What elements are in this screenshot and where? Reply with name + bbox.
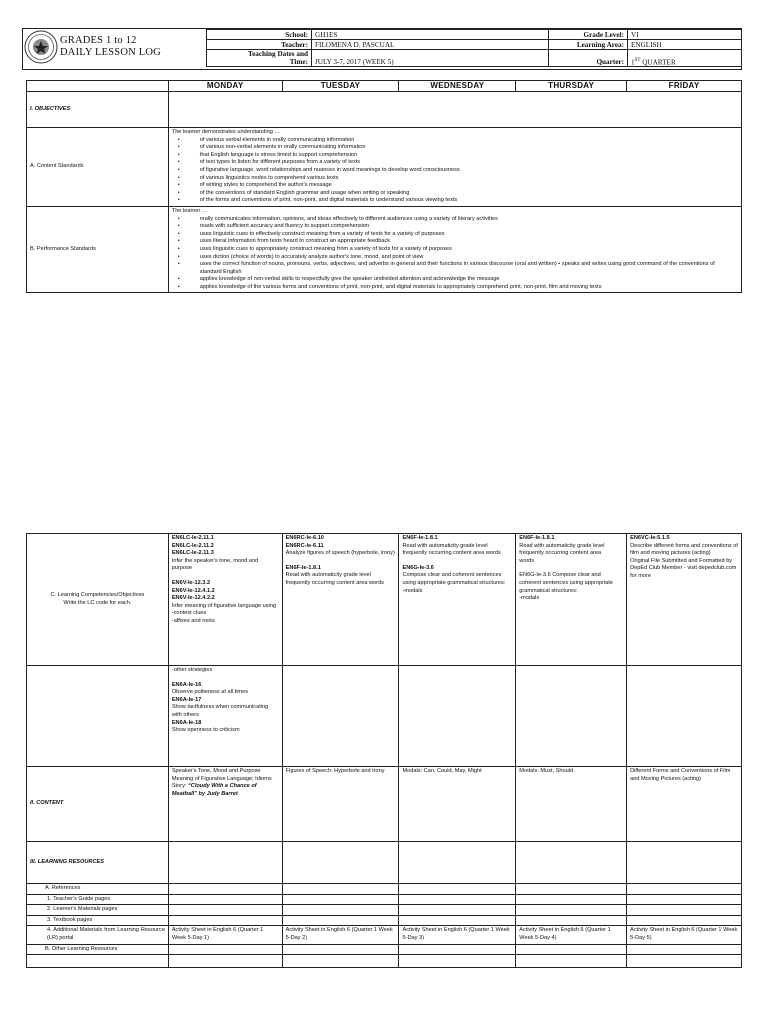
content-standards-cell: The learner demonstrates understanding … • of various verbal elements in orally communicating information • of various non-verbal elements in orally communicating information • that English language is stress timed to support comprehension • of text types to listen for different purposes from a variety of texts • of figurative language, word relationships and nuances in word meanings to develop word consciousness • of various linguistics nodes to comprehend various texts • of writing styles to comprehend the author's message • of the conventions of standard English grammar and usage when writing or speaking • of the forms and conventions of print, non-print, and digital materials to understand various viewing texts	[168, 128, 741, 207]
content-standard-item: • of various non-verbal elements in orally communicating information	[178, 144, 738, 152]
lesson-table-bottom	[26, 533, 742, 968]
performance-standard-item: • applies knowledge of the various forms and conventions of print, non-print, and digital materials to appropriately comprehend print, non-print, film and moving texts	[178, 284, 738, 292]
content-thursday: Modals: Must, Should	[516, 767, 627, 842]
performance-standard-item: • uses literal information from texts heard to construct an appropriate feedback	[178, 238, 738, 246]
content-standards-label: A. Content Standards	[27, 128, 169, 207]
competencies-monday-continued: -other strategies EN6A-Ie-16 Observe politeness at all times EN6A-Ie-17 Show tactfulness when communicating with others EN6A-Ie-18 Show openness to criticism	[168, 666, 282, 767]
deped-seal-icon	[24, 30, 58, 64]
other-resources-label: B. Other Learning Resources	[27, 944, 169, 955]
log-title: GRADES 1 to 12 DAILY LESSON LOG	[60, 35, 161, 58]
references-label: A. References	[27, 884, 169, 895]
content-standard-item: • of writing styles to comprehend the author's message	[178, 182, 738, 190]
competencies-wednesday: EN6F-Ie-1.8.1 Read with automaticity grade level frequently occurring content area words EN6G-Ie-3.6 Compose clear and coherent sentences using appropriate grammatical structures: -modals	[399, 534, 516, 666]
day-monday: MONDAY	[168, 81, 282, 92]
competencies-friday: EN6VC-Ie-5.1.5 Describe different forms and conventions of film and moving pictures (acting) Original File Submitted and Formatted by DepEd Club Member - visit depedclub.com for more	[627, 534, 742, 666]
dates-value: JULY 3-7, 2017 (WEEK 5)	[312, 50, 549, 67]
additional-materials-wednesday: Activity Sheet in English 6 (Quarter 1 Week 5-Day 3)	[399, 926, 516, 944]
content-monday: Speaker's Tone, Mood and Purpose Meaning of Figurative Language; Idioms Story: “Cloudy With a Chance of Meatball” by Judy Barret	[168, 767, 282, 842]
day-tuesday: TUESDAY	[282, 81, 399, 92]
lesson-table-top	[26, 80, 742, 293]
additional-materials-friday: Activity Sheet in English 6 (Quarter 1 Week 5-Day 5)	[627, 926, 742, 944]
performance-standard-item: • reads with sufficient accuracy and fluency to support comprehension	[178, 223, 738, 231]
competencies-monday: EN6LC-Ie-2.11.1 EN6LC-Ie-2.11.2 EN6LC-Ie-2.11.3 Infer the speaker's tone, mood and purpose EN6V-Ie-12.3.2 EN6V-Ie-12.4.1.2 EN6V-Ie-12.4.2.2 Infer meaning of figurative language using -context clues -affixes and roots	[168, 534, 282, 666]
objectives-heading: I. OBJECTIVES	[27, 92, 169, 128]
content-standard-item: • of text types to listen for different purposes from a variety of texts	[178, 159, 738, 167]
content-standard-item: • of various linguistics nodes to comprehend various texts	[178, 175, 738, 183]
quarter-value: 1ST QUARTER	[628, 50, 742, 67]
teachers-guide-label: 1. Teacher's Guide pages	[27, 894, 169, 905]
content-heading: II. CONTENT	[27, 767, 169, 842]
performance-standard-item: • uses diction (choice of words) to accurately analyze author's tone, mood, and point of view	[178, 254, 738, 262]
teacher-value: FILOMENA D. PASCUAL	[312, 40, 549, 50]
content-standard-item: • of various verbal elements in orally communicating information	[178, 137, 738, 145]
content-standard-item: • that English language is stress timed to support comprehension	[178, 152, 738, 160]
resources-heading: III. LEARNING RESOURCES	[27, 842, 169, 884]
header-info-table: School: GH1ES Grade Level: VI Teacher: FILOMENA D. PASCUAL Learning Area: ENGLISH Teaching Dates and Time: JULY 3-7, 2017 (WEEK 5) Quarter: 1ST QUARTER	[206, 29, 742, 67]
competencies-label: C. Learning Competencies/Objectives Write the LC code for each.	[27, 534, 169, 666]
content-standard-item: • of the conventions of standard English grammar and usage when writing or speaking	[178, 190, 738, 198]
content-tuesday: Figures of Speech: Hyperbole and Irony	[282, 767, 399, 842]
content-standard-item: • of the forms and conventions of print, non-print, and digital materials to understand various viewing texts	[178, 197, 738, 205]
performance-standard-item: • orally communicates information, opinions, and ideas effectively to different audiences using a variety of literary activities	[178, 216, 738, 224]
day-wednesday: WEDNESDAY	[399, 81, 516, 92]
additional-materials-monday: Activity Sheet in English 6 (Quarter 1 Week 5-Day 1)	[168, 926, 282, 944]
performance-standards-cell: The learner … • orally communicates information, opinions, and ideas effectively to different audiences using a variety of literary activities • reads with sufficient accuracy and fluency to support comprehension • uses linguistic cues to effectively construct meaning from a variety of texts for a variety of purposes • uses literal information from texts heard to construct an appropriate feedback • uses linguistic cues to appropriately construct meaning from a variety of texts for a variety of purposes • uses diction (choice of words) to accurately analyze author's tone, mood, and point of view • uses the correct function of nouns, pronouns, verbs, adjectives, and adverbs in general and their functions in various discourse (oral and written) • speaks and writes using good command of the conventions of standard English • applies knowledge of non-verbal skills to respectfully give the speaker undivided attention and acknowledge the message • applies knowledge of the various forms and conventions of print, non-print, and digital materials to appropriately comprehend print, non-print, film and moving texts	[168, 206, 741, 293]
performance-standards-label: B. Performance Standards	[27, 206, 169, 293]
performance-standard-item: • uses the correct function of nouns, pronouns, verbs, adjectives, and adverbs in general and their functions in various discourse (oral and written) • speaks and writes using good command of the conventions of standard English	[178, 261, 738, 276]
performance-standard-item: • uses linguistic cues to appropriately construct meaning from a variety of texts for a variety of purposes	[178, 246, 738, 254]
competencies-tuesday: EN6RC-Ie-6.10 EN6RC-Ie-6.11 Analyze figures of speech (hyperbole, irony) EN6F-Ie-1.8.1 Read with automaticity grade level frequently occurring content area words	[282, 534, 399, 666]
competencies-thursday: EN6F-Ie-1.8.1 Read with automaticity grade level frequently occurring content area words EN6G-Ie-3.6 Compose clear and coherent sentences using appropriate grammatical structures: -modals	[516, 534, 627, 666]
additional-materials-tuesday: Activity Sheet in English 6 (Quarter 1 Week 5-Day 2)	[282, 926, 399, 944]
day-friday: FRIDAY	[627, 81, 742, 92]
day-thursday: THURSDAY	[516, 81, 627, 92]
performance-standard-item: • applies knowledge of non-verbal skills to respectfully give the speaker undivided attention and acknowledge the message	[178, 276, 738, 284]
additional-materials-thursday: Activity Sheet in English 6 (Quarter 1 Week 5-Day 4)	[516, 926, 627, 944]
school-value: GH1ES	[312, 30, 549, 40]
area-value: ENGLISH	[628, 40, 742, 50]
textbook-label: 3. Textbook pages	[27, 915, 169, 926]
content-wednesday: Modals: Can, Could, May, Might	[399, 767, 516, 842]
corner-cell	[27, 81, 169, 92]
content-friday: Different Forms and Conventions of Film and Moving Pictures (acting)	[627, 767, 742, 842]
additional-materials-label: 4. Additional Materials from Learning Resource (LR) portal	[27, 926, 169, 944]
content-standard-item: • of figurative language, word relationships and nuances in word meanings to develop word consciousness	[178, 167, 738, 175]
performance-standard-item: • uses linguistic cues to effectively construct meaning from a variety of texts for a variety of purposes	[178, 231, 738, 239]
grade-value: VI	[628, 30, 742, 40]
learners-materials-label: 2. Learner's Materials pages	[27, 905, 169, 916]
